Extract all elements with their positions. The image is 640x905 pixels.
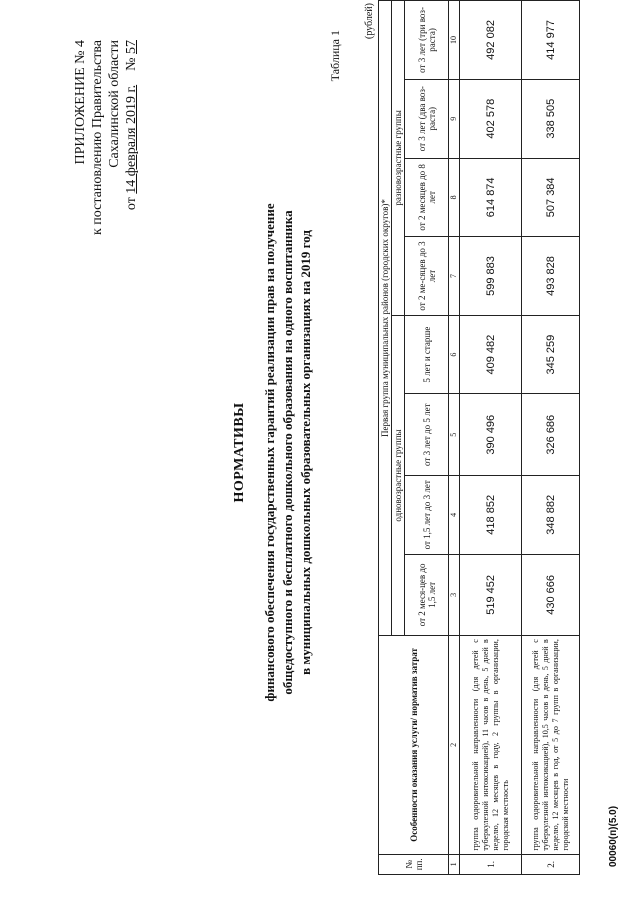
row-number: 1.: [460, 854, 522, 874]
appendix-number: 57: [124, 40, 139, 54]
table-label: Таблица 1: [328, 30, 342, 82]
row-value: 338 505: [522, 79, 580, 158]
title-line-2: общедоступного и бесплатного дошкольного образования на одного воспитанника: [280, 210, 295, 695]
col-number: 1: [449, 854, 460, 874]
document-title: НОРМАТИВЫ: [232, 402, 247, 503]
row-value: 493 828: [522, 237, 580, 316]
title-line-3: в муниципальных дошкольных образовательных организациях на 2019 год: [298, 230, 313, 675]
norms-table: [378, 0, 580, 875]
header-no: № пп.: [379, 854, 449, 874]
number-prefix: №: [124, 57, 139, 71]
header-mixed-age: разновозрастные группы: [392, 1, 405, 316]
col-number: 10: [449, 1, 460, 80]
appendix-resolution-line: к постановлению Правительства: [90, 40, 105, 236]
col-number: 8: [449, 158, 460, 237]
row-value: 409 482: [460, 315, 522, 394]
row-value: 492 082: [460, 1, 522, 80]
col-number: 7: [449, 237, 460, 316]
row-value: 519 452: [460, 554, 522, 636]
row-description: группа оздоровительной направленности (для детей с туберкулезной интоксикацией), 11 часов в день, 5 дней в неделю, 12 месяцев в году, 2 группы в организации, городская местность: [460, 636, 522, 854]
age-col-6: 5 лет и старше: [405, 315, 449, 394]
age-col-5: от 3 лет до 5 лет: [405, 394, 449, 476]
col-number: 6: [449, 315, 460, 394]
col-number: 4: [449, 475, 460, 554]
header-group: Первая группа муниципальных районов (городских округов)*: [379, 1, 392, 636]
col-number: 5: [449, 394, 460, 476]
header-single-age: одновозрастные группы: [392, 315, 405, 635]
row-value: 345 259: [522, 315, 580, 394]
appendix-date-line: [123, 40, 140, 235]
appendix-title: ПРИЛОЖЕНИЕ № 4: [73, 40, 88, 165]
row-number: 2.: [522, 854, 580, 874]
row-value: 599 883: [460, 237, 522, 316]
row-value: 326 686: [522, 394, 580, 476]
header-description: Особенности оказания услуги/ норматив затрат: [379, 636, 449, 854]
footer-code: 00060(п)(5.0): [608, 805, 619, 867]
unit-label: (рублей): [364, 3, 375, 40]
row-value: 414 977: [522, 1, 580, 80]
column-number-row: [449, 1, 460, 875]
age-col-9: от 3 лет (два воз-раста): [405, 79, 449, 158]
age-col-10: от 3 лет (три воз-раста): [405, 1, 449, 80]
date-prefix: от: [124, 197, 139, 211]
row-value: 390 496: [460, 394, 522, 476]
age-col-7: от 2 ме-сяцев до 3 лет: [405, 237, 449, 316]
table-row: [522, 1, 580, 875]
col-number: 9: [449, 79, 460, 158]
row-value: 402 578: [460, 79, 522, 158]
row-value: 430 666: [522, 554, 580, 636]
col-number: 3: [449, 554, 460, 636]
appendix-date: 14 февраля 2019 г.: [124, 84, 139, 194]
row-value: 507 384: [522, 158, 580, 237]
age-col-8: от 2 месяцев до 8 лет: [405, 158, 449, 237]
row-value: 418 852: [460, 475, 522, 554]
title-line-1: финансового обеспечения государственных гарантий реализации прав на получение: [262, 203, 277, 702]
appendix-block: [72, 40, 140, 235]
appendix-region-line: Сахалинской области: [107, 40, 122, 168]
age-col-3: от 2 меся-цев до 1,5 лет: [405, 554, 449, 636]
table-row: [460, 1, 522, 875]
col-number: 2: [449, 636, 460, 854]
header-row-group: [379, 1, 392, 875]
row-value: 348 882: [522, 475, 580, 554]
row-value: 614 874: [460, 158, 522, 237]
age-col-4: от 1,5 лет до 3 лет: [405, 475, 449, 554]
row-description: группа оздоровительной направленности (для детей с туберкулезной интоксикацией), 10,5 часов в день, 5 дней в неделю, 12 месяцев в год, от 5 до 7 групп в организации, городской местности: [522, 636, 580, 854]
